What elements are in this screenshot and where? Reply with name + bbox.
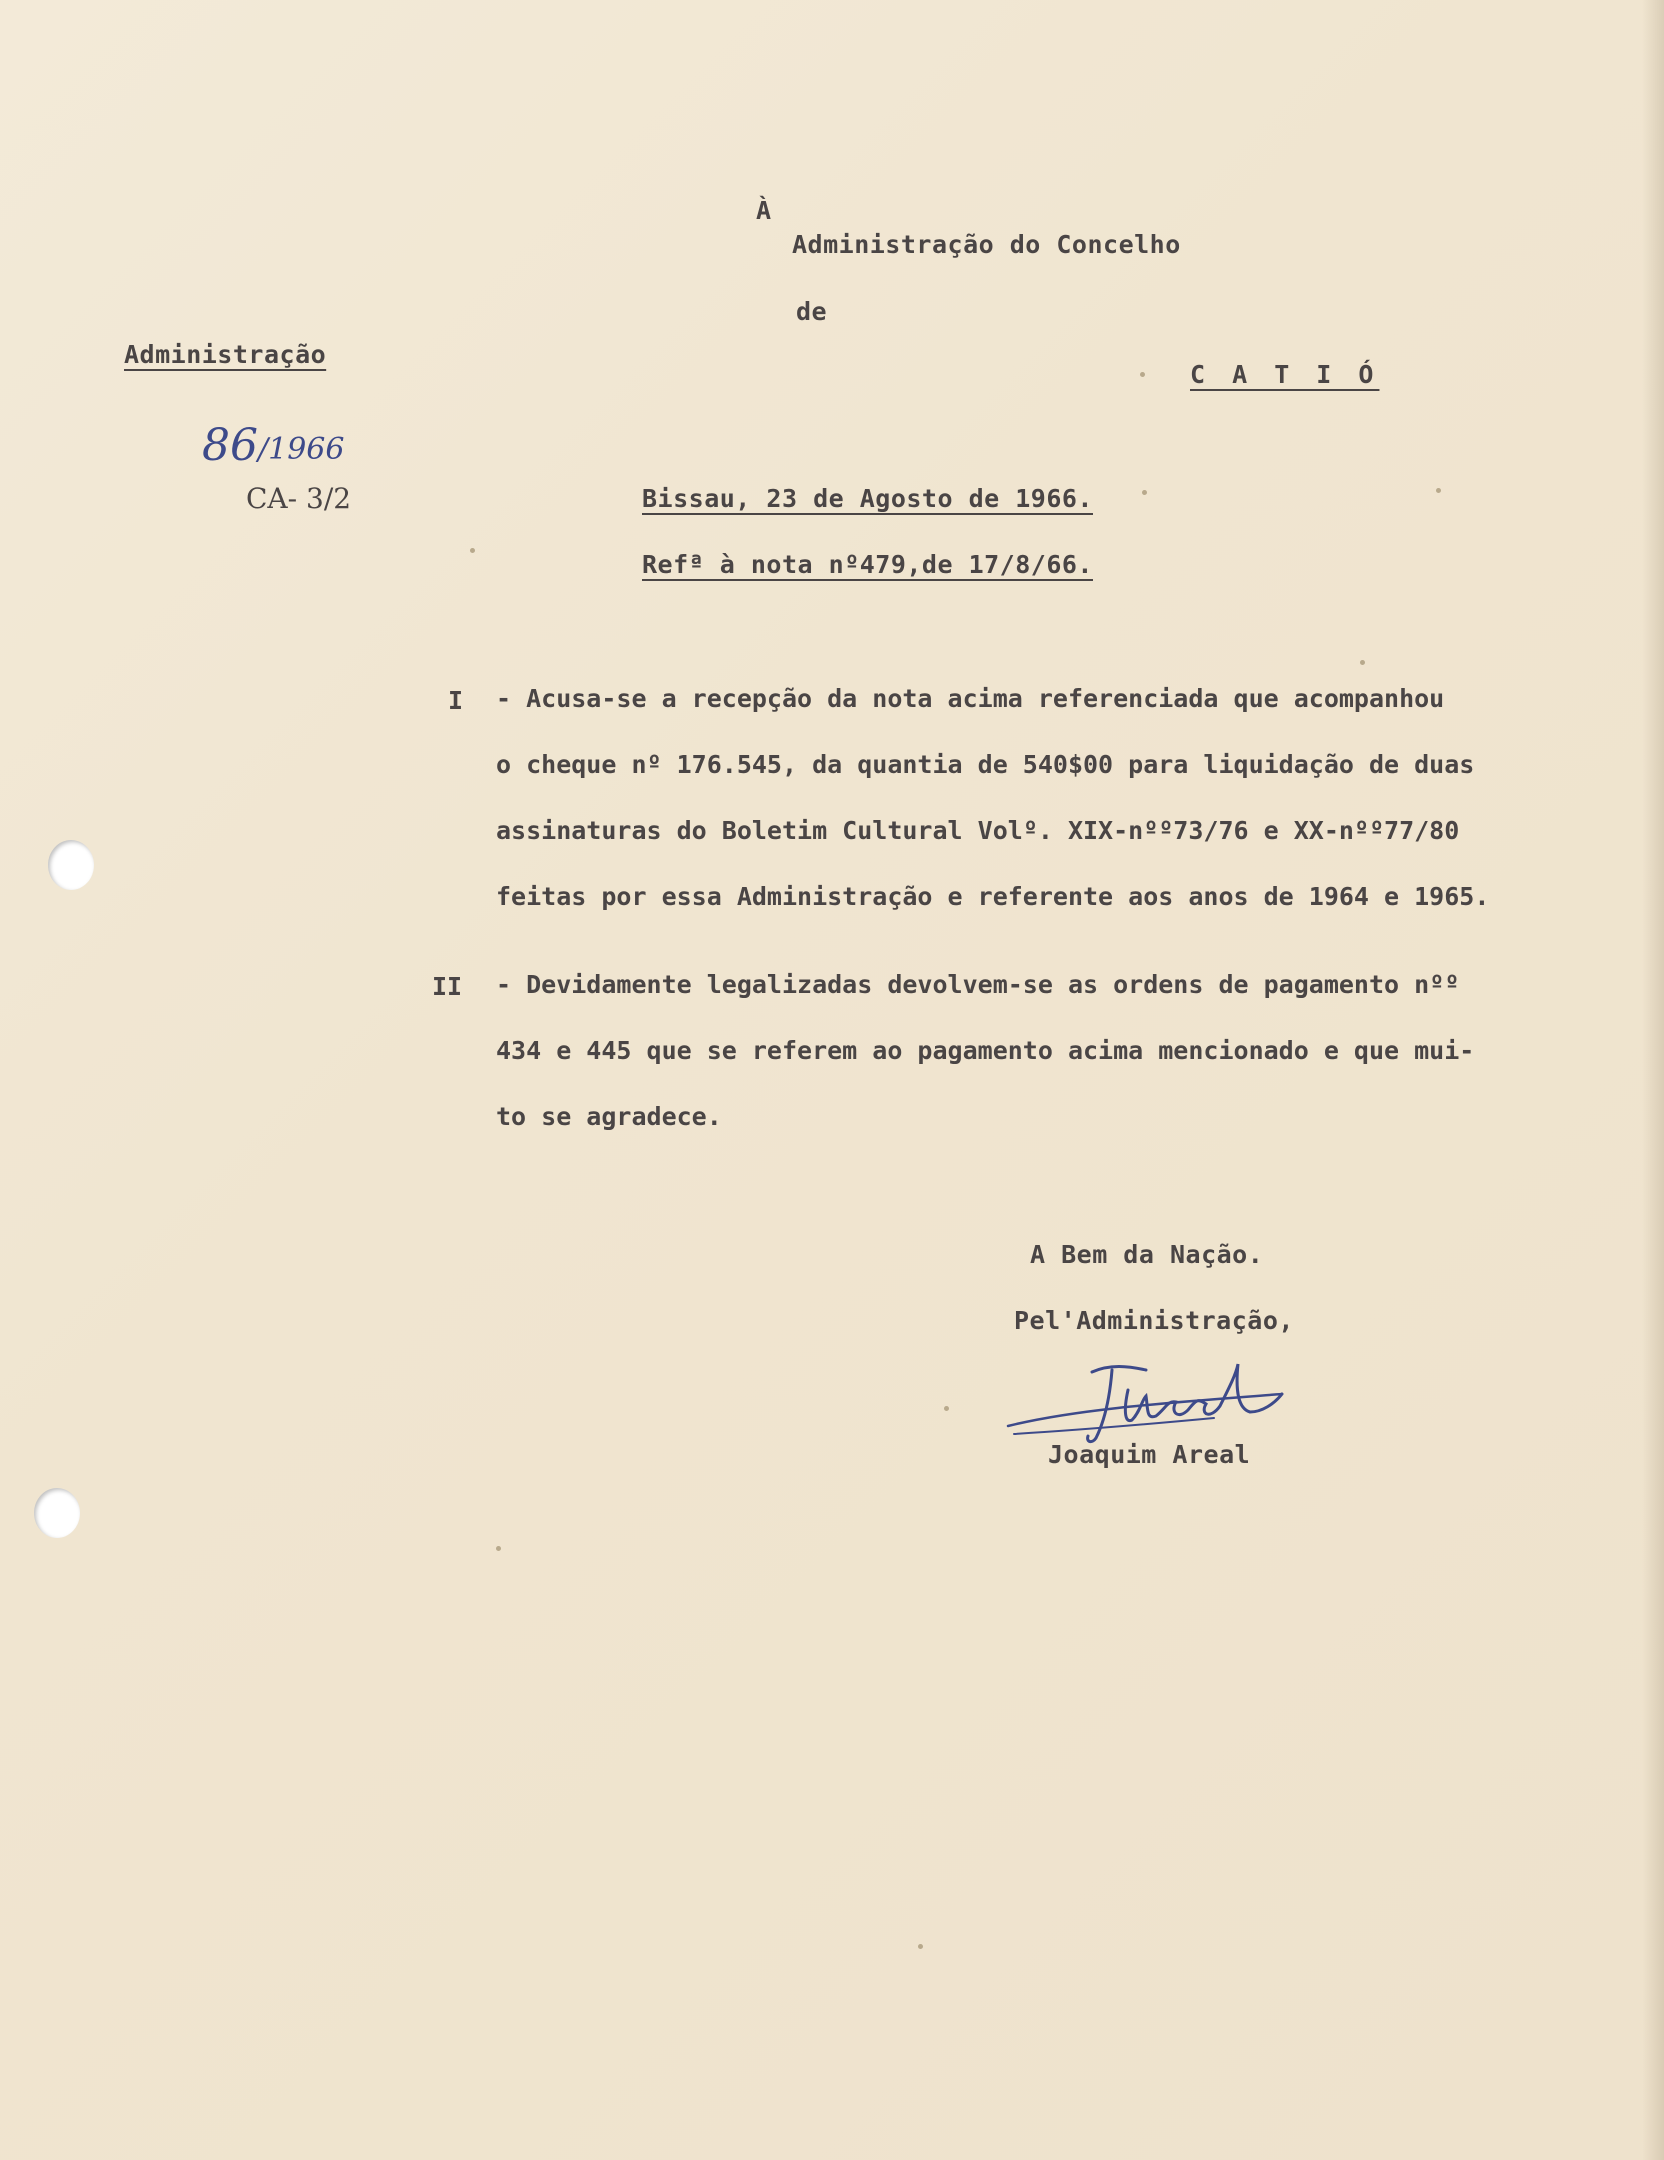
reference-line: Refª à nota nº479,de 17/8/66.: [642, 550, 1093, 579]
recipient-place: C A T I Ó: [1190, 360, 1380, 389]
sender-number-handwritten: 86: [202, 420, 258, 471]
sender-code: CA- 3/2: [246, 482, 352, 515]
paper-speck: [1360, 660, 1365, 665]
section-1-line-4: feitas por essa Administração e referente aos anos de 1964 e 1965.: [496, 882, 1490, 911]
section-1-line-3: assinaturas do Boletim Cultural Volº. XIX-nºº73/76 e XX-nºº77/80: [496, 816, 1460, 845]
closing-salutation: A Bem da Nação.: [1030, 1240, 1264, 1269]
paper-speck: [944, 1406, 949, 1411]
date-line: Bissau, 23 de Agosto de 1966.: [642, 484, 1093, 513]
paper-speck: [918, 1944, 923, 1949]
closing-on-behalf: Pel'Administração,: [1014, 1306, 1294, 1335]
paper-speck: [496, 1546, 501, 1551]
section-2-line-2: 434 e 445 que se referem ao pagamento acima mencionado e que mui-: [496, 1036, 1475, 1065]
section-2-text: [496, 952, 1474, 1150]
section-numeral-2: II: [432, 972, 463, 1001]
sender-year: /1966: [258, 432, 345, 467]
section-1-text: [496, 666, 1489, 930]
punch-hole-top: [48, 840, 94, 890]
paper-speck: [1436, 488, 1441, 493]
recipient-line2: de: [796, 297, 828, 326]
section-2-line-3: to se agradece.: [496, 1102, 722, 1131]
sender-office: Administração: [124, 340, 327, 369]
recipient-line1: Administração do Concelho: [792, 230, 1181, 259]
section-numeral-1: I: [448, 686, 464, 715]
punch-hole-bottom: [34, 1488, 80, 1538]
section-1-line-1: - Acusa-se a recepção da nota acima referenciada que acompanhou: [496, 684, 1445, 713]
signatory-name: Joaquim Areal: [1048, 1440, 1251, 1469]
section-2-line-1: - Devidamente legalizadas devolvem-se as ordens de pagamento nºº: [496, 970, 1460, 999]
paper-speck: [470, 548, 475, 553]
recipient-prefix: À: [756, 196, 772, 225]
section-1-line-2: o cheque nº 176.545, da quantia de 540$00 para liquidação de duas: [496, 750, 1475, 779]
paper-speck: [1140, 372, 1145, 377]
paper-speck: [1142, 490, 1147, 495]
